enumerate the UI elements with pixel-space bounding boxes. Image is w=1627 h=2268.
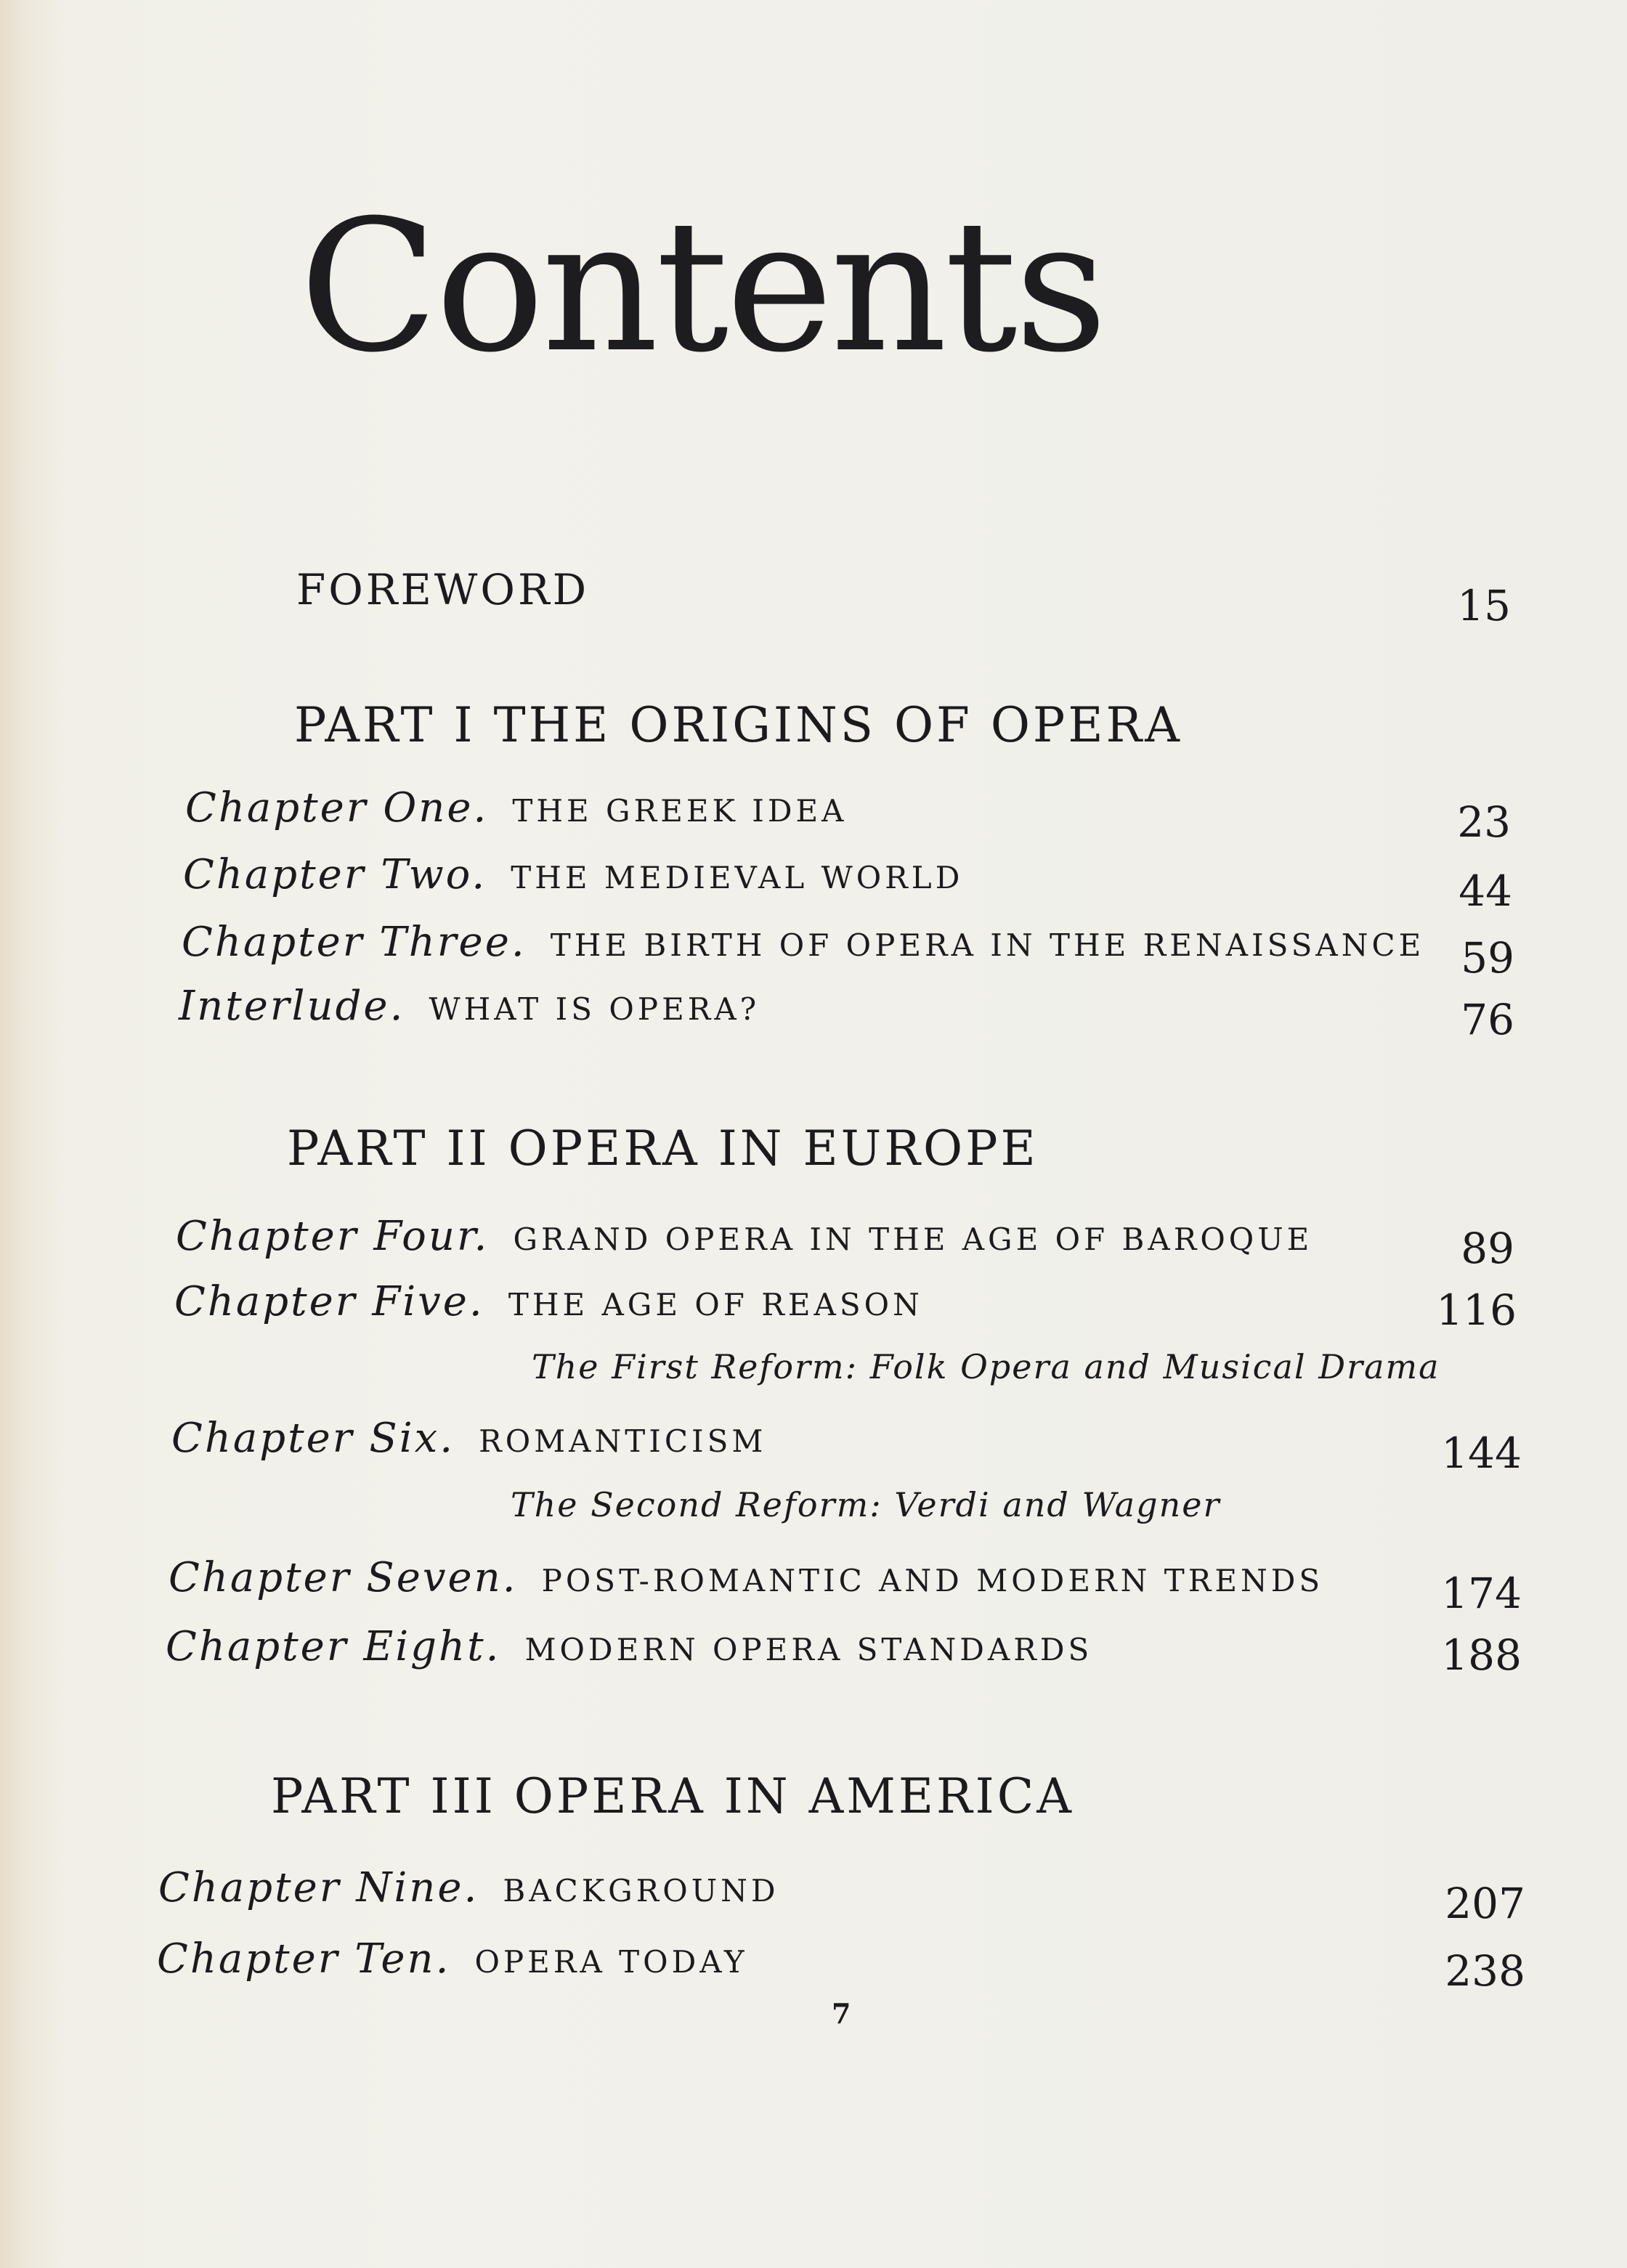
chapter-page: 59 xyxy=(1461,933,1514,983)
chapter-page: 116 xyxy=(1436,1285,1517,1335)
chapter-title: ROMANTICISM xyxy=(479,1423,767,1459)
chapter-label: Chapter Five. xyxy=(174,1278,484,1325)
foreword-page: 15 xyxy=(1457,581,1511,630)
chapter-title: WHAT IS OPERA? xyxy=(429,991,760,1027)
chapter-title: THE GREEK IDEA xyxy=(512,793,848,829)
chapter-page: 76 xyxy=(1461,995,1514,1044)
chapter-page: 238 xyxy=(1445,1946,1525,1996)
page-title: Contents xyxy=(299,181,1105,392)
chapter-label: Chapter Six. xyxy=(171,1415,455,1462)
chapter-title: POST-ROMANTIC AND MODERN TRENDS xyxy=(541,1563,1324,1598)
toc-entry xyxy=(179,983,760,1030)
part-heading: PART II OPERA IN EUROPE xyxy=(287,1121,1039,1176)
part-heading: PART III OPERA IN AMERICA xyxy=(271,1768,1074,1824)
chapter-label: Chapter Seven. xyxy=(169,1554,518,1601)
chapter-title: THE BIRTH OF OPERA IN THE RENAISSANCE xyxy=(550,927,1425,963)
chapter-page: 207 xyxy=(1445,1879,1525,1928)
chapter-title: GRAND OPERA IN THE AGE OF BAROQUE xyxy=(513,1222,1313,1257)
toc-entry xyxy=(176,1213,1313,1260)
toc-entry xyxy=(183,851,964,898)
page-number: 7 xyxy=(832,1997,851,2030)
toc-entry xyxy=(169,1554,1324,1601)
chapter-page: 23 xyxy=(1457,797,1511,847)
chapter-title: BACKGROUND xyxy=(503,1873,779,1909)
toc-entry xyxy=(171,1415,767,1462)
toc-entry xyxy=(182,919,1425,966)
chapter-label: Chapter Three. xyxy=(182,919,527,966)
chapter-label: Chapter One. xyxy=(185,784,489,832)
chapter-subtitle: The First Reform: Folk Opera and Musical Drama xyxy=(532,1347,1440,1386)
chapter-title: OPERA TODAY xyxy=(474,1944,748,1980)
toc-entry xyxy=(185,784,848,832)
foreword-label: FOREWORD xyxy=(296,565,590,614)
chapter-title: THE MEDIEVAL WORLD xyxy=(511,860,964,895)
chapter-label: Chapter Ten. xyxy=(157,1935,451,1983)
chapter-label: Interlude. xyxy=(179,983,405,1030)
chapter-page: 44 xyxy=(1458,866,1512,916)
toc-entry xyxy=(166,1623,1093,1670)
chapter-label: Chapter Nine. xyxy=(158,1864,479,1911)
chapter-title: THE AGE OF REASON xyxy=(508,1287,923,1322)
chapter-label: Chapter Eight. xyxy=(166,1623,501,1670)
chapter-subtitle: The Second Reform: Verdi and Wagner xyxy=(511,1485,1221,1524)
chapter-label: Chapter Four. xyxy=(176,1213,490,1260)
chapter-label: Chapter Two. xyxy=(183,851,487,898)
chapter-page: 188 xyxy=(1441,1630,1522,1680)
toc-entry xyxy=(174,1278,923,1325)
chapter-title: MODERN OPERA STANDARDS xyxy=(524,1632,1093,1667)
part-heading: PART I THE ORIGINS OF OPERA xyxy=(294,697,1182,753)
chapter-page: 174 xyxy=(1441,1569,1522,1618)
chapter-page: 144 xyxy=(1441,1428,1522,1478)
chapter-page: 89 xyxy=(1461,1224,1514,1273)
toc-entry xyxy=(158,1864,779,1911)
toc-entry xyxy=(157,1935,748,1983)
